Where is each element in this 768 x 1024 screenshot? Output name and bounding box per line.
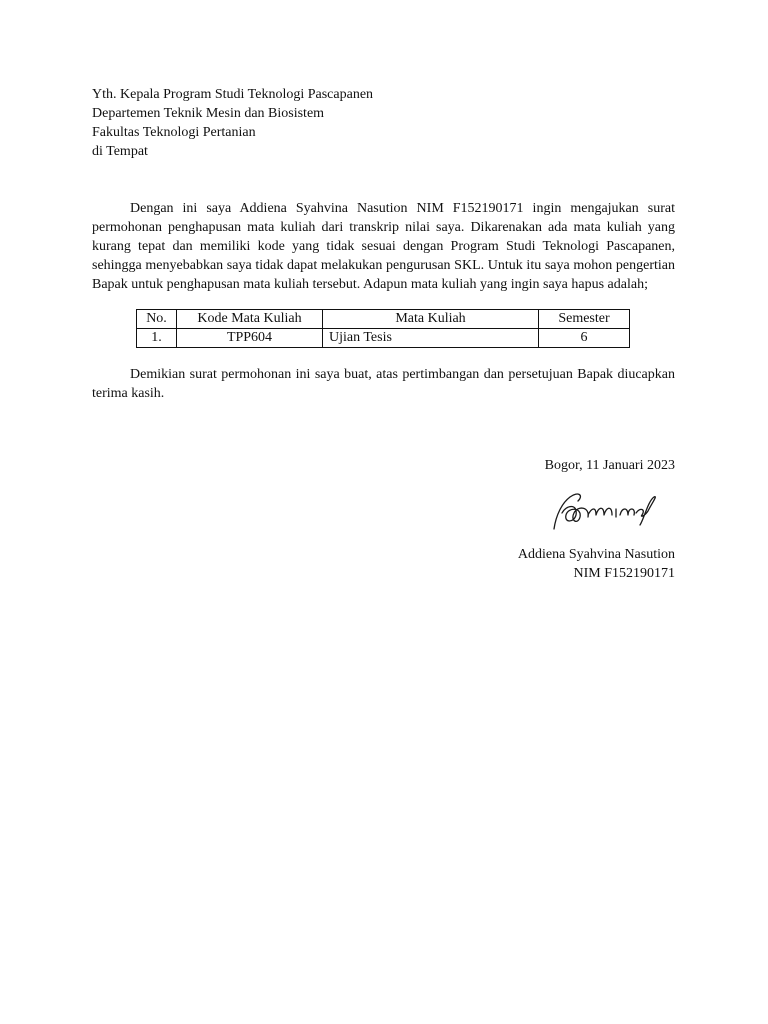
body-paragraph-closing: Demikian surat permohonan ini saya buat, atas pertimbangan dan persetujuan Bapak diucapkan terima kasih.	[92, 367, 675, 401]
table-cell: 6	[539, 329, 630, 348]
table-header-cell: No.	[137, 310, 177, 329]
letter-page	[92, 85, 675, 583]
body-paragraph-request: Dengan ini saya Addiena Syahvina Nasution NIM F152190171 ingin mengajukan surat permohonan penghapusan mata kuliah dari transkrip nilai saya. Dikarenakan ada mata kuliah yang kurang tepat dan memiliki kode yang tidak sesuai dengan Program Studi Teknologi Pascapanen, sehingga menyebabkan saya tidak dapat melakukan pengurusan SKL. Untuk itu saya mohon pengertian Bapak untuk penghapusan mata kuliah tersebut. Adapun mata kuliah yang ingin saya hapus adalah;	[92, 201, 675, 292]
table-header-cell: Kode Mata Kuliah	[177, 310, 323, 329]
table-cell: 1.	[137, 329, 177, 348]
table-header-cell: Semester	[539, 310, 630, 329]
table-row	[137, 329, 630, 348]
table-header-cell: Mata Kuliah	[323, 310, 539, 329]
course-table	[136, 309, 630, 348]
signature-block	[92, 456, 675, 583]
address-line: Yth. Kepala Program Studi Teknologi Pascapanen	[92, 87, 374, 102]
table-cell: Ujian Tesis	[323, 329, 539, 348]
table-cell: TPP604	[177, 329, 323, 348]
place-date: Bogor, 11 Januari 2023	[544, 458, 675, 473]
handwritten-signature	[548, 485, 663, 535]
signer-nim: NIM F152190171	[573, 566, 675, 581]
recipient-address	[92, 85, 675, 161]
address-line: Departemen Teknik Mesin dan Biosistem	[92, 106, 325, 121]
address-line: Fakultas Teknologi Pertanian	[92, 125, 256, 140]
table-header-row	[137, 310, 630, 329]
signer-name: Addiena Syahvina Nasution	[517, 547, 675, 562]
address-line: di Tempat	[92, 144, 148, 159]
